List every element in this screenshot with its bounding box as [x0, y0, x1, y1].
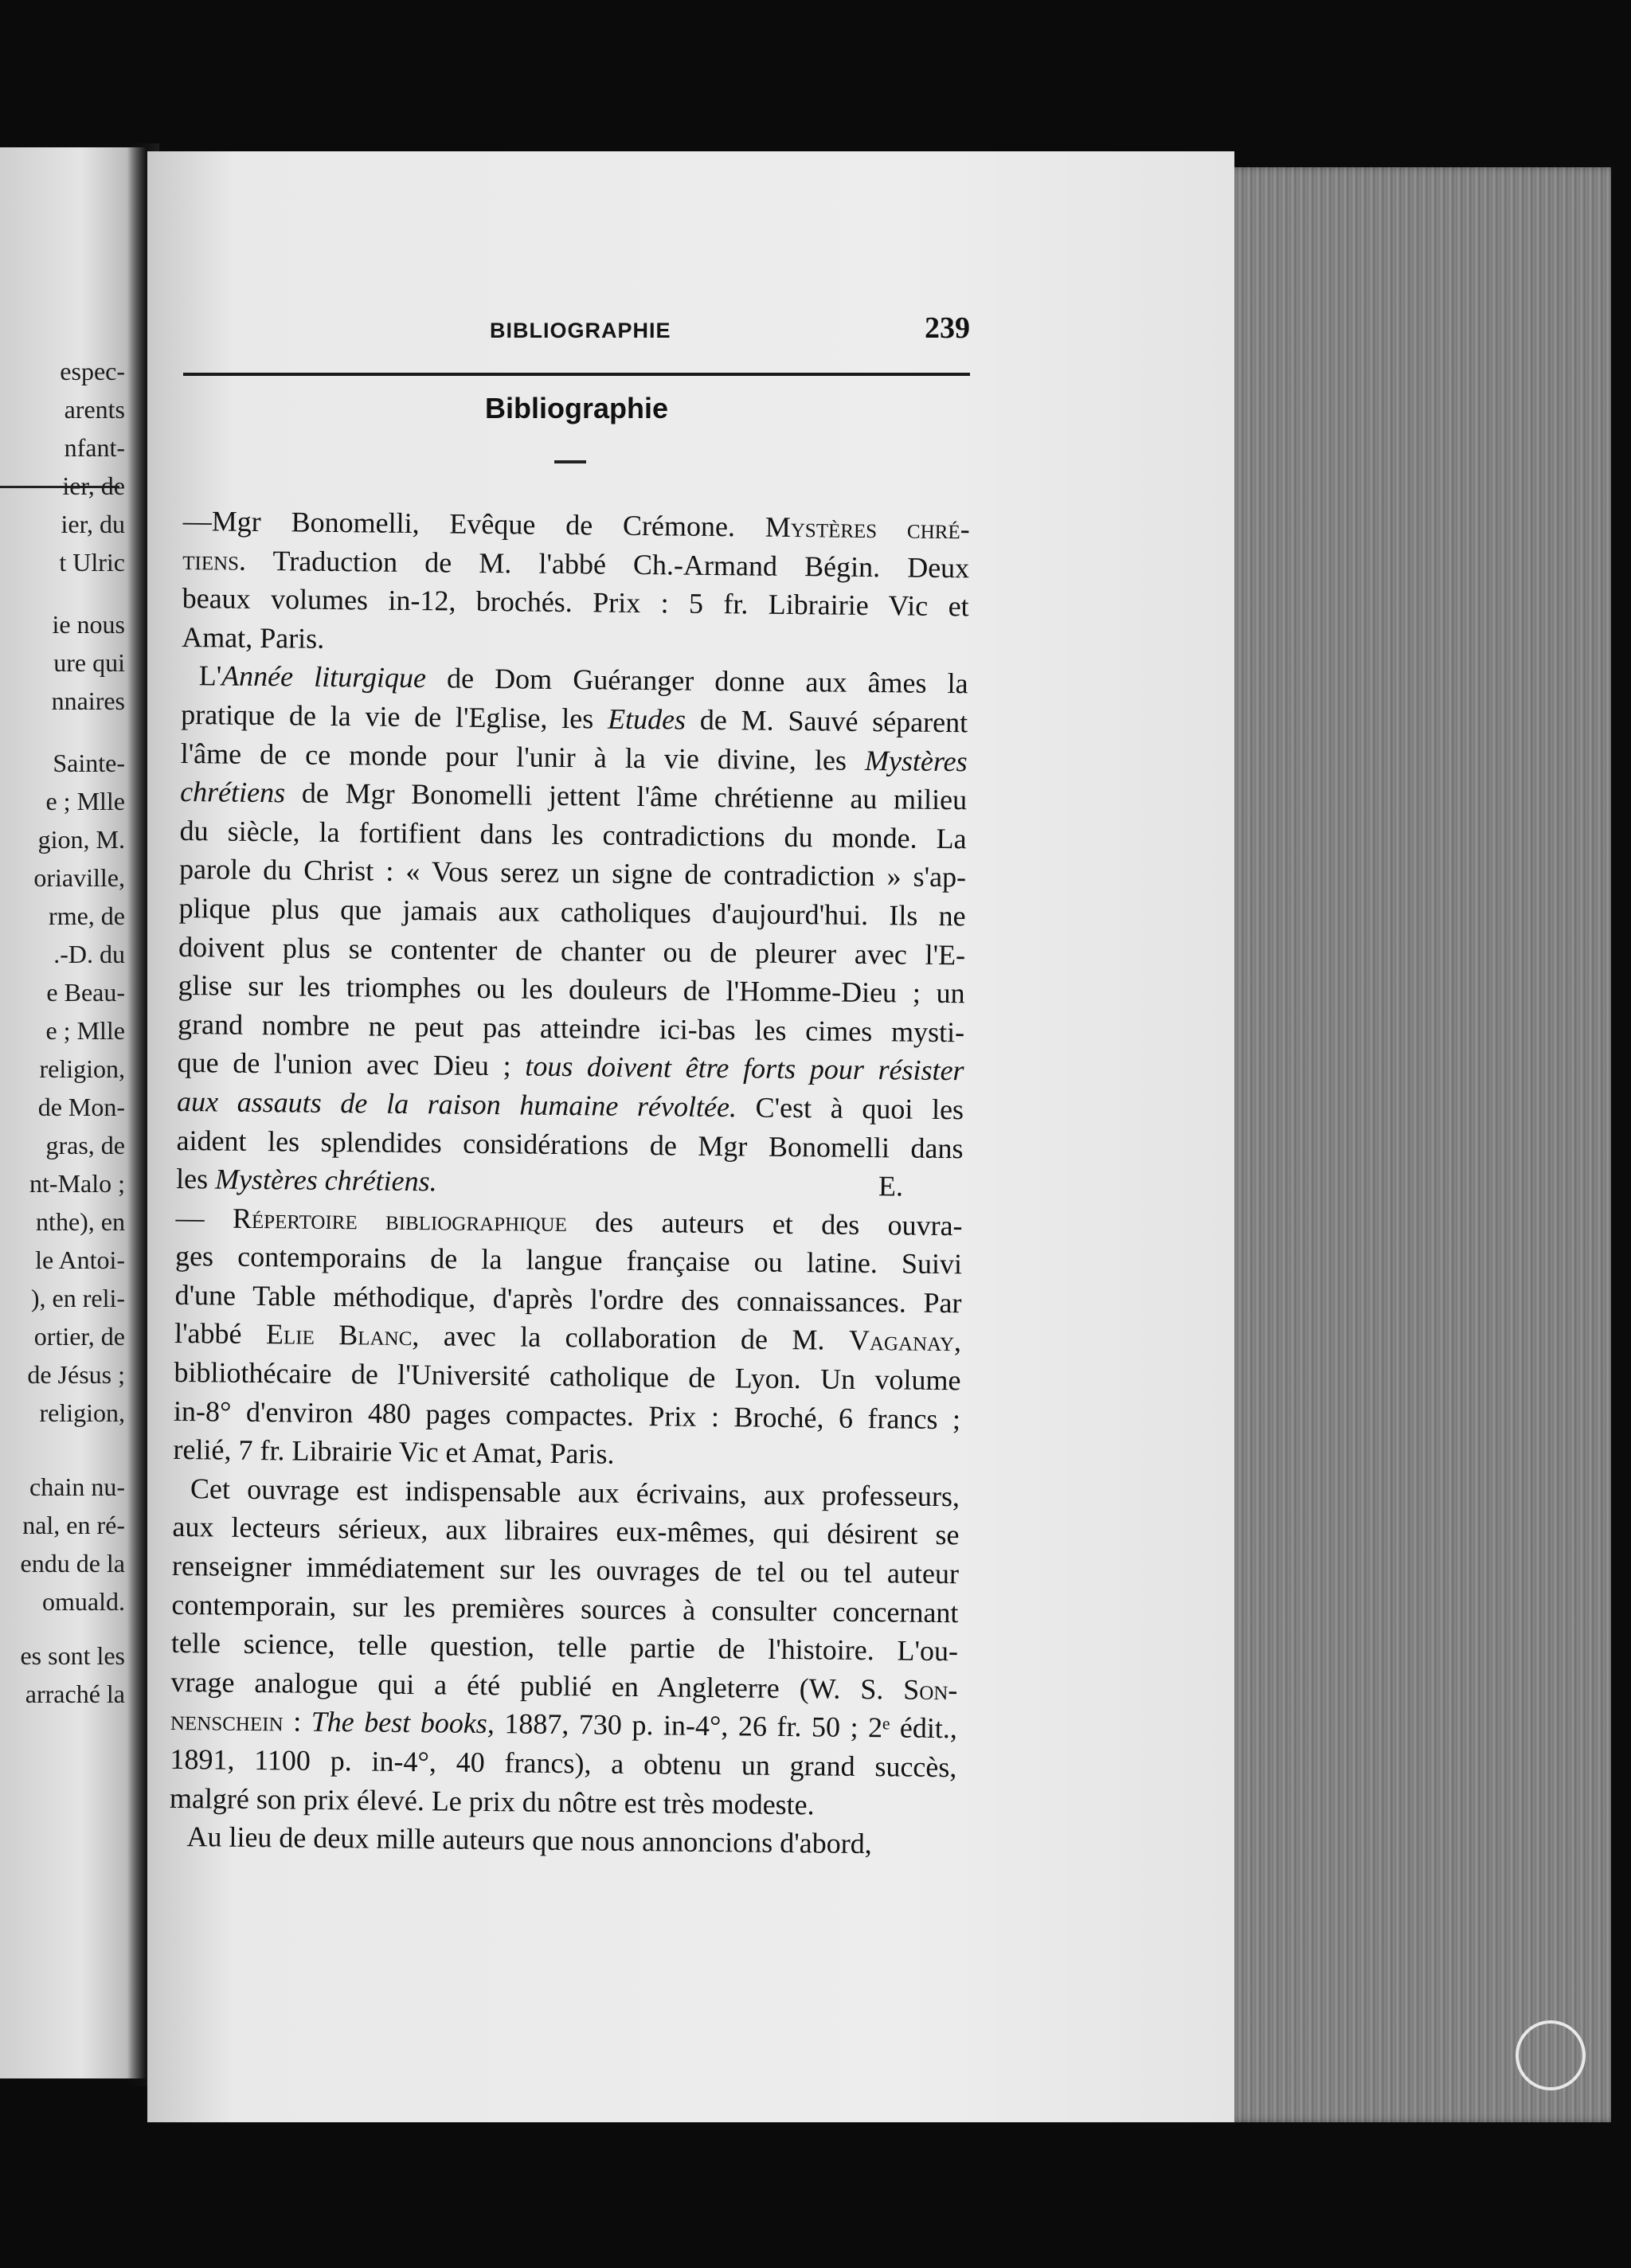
left-page-fragment: e Beau-	[46, 978, 125, 1007]
text-line: — Répertoire bibliographique des auteurs et des ouvra-	[175, 1201, 963, 1242]
text-line: Amat, Paris.	[182, 620, 325, 655]
text-line: vrage analogue qui a été publié en Angleterre (W. S. Son-	[170, 1665, 958, 1707]
left-page-fragment: oriaville,	[33, 863, 125, 892]
left-page-fragment: religion,	[39, 1398, 125, 1427]
left-page-fragment: nal, en ré-	[22, 1511, 125, 1539]
left-page-fragment: es sont les	[20, 1641, 125, 1670]
left-page-fragment: nfant-	[64, 433, 125, 462]
left-page-fragment: ortier, de	[33, 1322, 125, 1351]
text-line: du siècle, la fortifient dans les contradictions du monde. La	[179, 814, 967, 855]
running-title: BIBLIOGRAPHIE	[490, 319, 671, 342]
text-line: —Mgr Bonomelli, Evêque de Crémone. Mystères chré-	[182, 504, 970, 545]
left-page-fragment: espec-	[60, 357, 125, 385]
text-line: 1891, 1100 p. in-4°, 40 francs), a obtenu un grand succès,	[170, 1742, 957, 1784]
text-line: pratique de la vie de l'Eglise, les Etudes de M. Sauvé séparent	[180, 698, 968, 739]
left-page-fragment: le Antoi-	[35, 1245, 125, 1274]
text-line: ges contemporains de la langue française ou latine. Suivi	[174, 1240, 963, 1281]
book-page-edges	[1225, 167, 1611, 2122]
left-page-fragment: endu de la	[20, 1549, 125, 1578]
left-page-fragment: arraché la	[25, 1679, 125, 1708]
text-line: aident les splendides considérations de Mgr Bonomelli dans	[176, 1124, 964, 1164]
left-page-fragment: ier, du	[61, 510, 125, 538]
text-line: d'une Table méthodique, d'après l'ordre des connaissances. Par	[174, 1278, 962, 1320]
left-page-fragment: chain nu-	[29, 1472, 125, 1501]
text-line: in-8° d'environ 480 pages compactes. Prix : Broché, 6 francs ;	[173, 1394, 961, 1435]
page-header	[183, 309, 970, 376]
text-line: les Mystères chrétiens.	[175, 1163, 437, 1198]
text-line: renseigner immédiatement sur les ouvrages de tel ou tel auteur	[171, 1549, 960, 1590]
left-page-fragment: nnaires	[51, 686, 125, 715]
left-page-fragment: ie nous	[52, 610, 125, 639]
text-line: que de l'union avec Dieu ; tous doivent être forts pour résister	[177, 1046, 964, 1087]
left-page-fragment: e ; Mlle	[45, 787, 125, 815]
text-line: glise sur les triomphes ou les douleurs de l'Homme-Dieu ; un	[178, 969, 965, 1010]
left-facing-page	[0, 147, 147, 2078]
left-page-fragment: t Ulric	[59, 548, 125, 577]
left-page-fragment: e ; Mlle	[45, 1016, 125, 1045]
section-title: Bibliographie	[484, 392, 668, 424]
text-line: malgré son prix élevé. Le prix du nôtre est très modeste.	[169, 1781, 815, 1820]
left-page-fragment: gras, de	[45, 1131, 125, 1159]
text-line: beaux volumes in-12, brochés. Prix : 5 fr. Librairie Vic et	[182, 582, 969, 623]
text-line: relié, 7 fr. Librairie Vic et Amat, Paris.	[173, 1433, 615, 1470]
left-page-fragment: arents	[64, 395, 125, 424]
text-line: Cet ouvrage est indispensable aux écrivains, aux professeurs,	[190, 1472, 960, 1513]
text-line: l'abbé Elie Blanc, avec la collaboration de M. Vaganay,	[174, 1317, 962, 1358]
body-text	[169, 502, 970, 1864]
text-line: tiens. Traduction de M. l'abbé Ch.-Armand Bégin. Deux	[182, 543, 970, 584]
text-line: nenschein : The best books, 1887, 730 p. in-4°, 26 fr. 50 ; 2ᵉ édit.,	[170, 1704, 958, 1745]
left-page-fragment: ier, de	[62, 471, 125, 500]
left-page-fragment: nthe), en	[36, 1207, 125, 1236]
text-line: telle science, telle question, telle partie de l'histoire. L'ou-	[170, 1627, 959, 1668]
text-line: L'Année liturgique de Dom Guéranger donne aux âmes la	[198, 659, 968, 700]
text-line: bibliothécaire de l'Université catholique de Lyon. Un volume	[174, 1356, 961, 1397]
left-page-fragment: religion,	[39, 1054, 125, 1083]
text-line: chrétiens de Mgr Bonomelli jettent l'âme chrétienne au milieu	[179, 776, 968, 816]
left-page-fragment: rme, de	[49, 901, 125, 930]
title-dash	[554, 460, 586, 463]
text-line: l'âme de ce monde pour l'unir à la vie divine, les Mystères	[180, 737, 968, 777]
text-line: grand nombre ne peut pas atteindre ici-bas les cimes mysti-	[177, 1007, 965, 1049]
left-page-fragment: .-D. du	[53, 940, 125, 968]
text-line: doivent plus se contenter de chanter ou de pleurer avec l'E-	[178, 930, 966, 971]
left-page-fragment: de Jésus ;	[27, 1360, 125, 1389]
text-line: Au lieu de deux mille auteurs que nous annoncions d'abord,	[186, 1820, 872, 1860]
text-line: aux lecteurs sérieux, aux libraires eux-mêmes, qui désirent se	[172, 1511, 960, 1551]
signature-initial: E.	[878, 1170, 904, 1202]
ring-mark	[1516, 2020, 1586, 2090]
text-line: contemporain, sur les premières sources à consulter concernant	[171, 1588, 959, 1629]
left-page-fragment: de Mon-	[37, 1093, 125, 1121]
text-line: plique plus que jamais aux catholiques d'aujourd'hui. Ils ne	[178, 891, 966, 933]
text-line: parole du Christ : « Vous serez un signe de contradiction » s'ap-	[178, 853, 967, 894]
left-page-fragment: nt-Malo ;	[29, 1169, 125, 1198]
text-line: aux assauts de la raison humaine révoltée. C'est à quoi les	[176, 1085, 964, 1126]
left-page-fragment: Sainte-	[53, 749, 125, 777]
left-page-fragment: ), en reli-	[30, 1284, 125, 1312]
left-page-fragment: gion, M.	[37, 825, 125, 854]
left-page-fragment: ure qui	[53, 648, 125, 677]
left-page-fragment: omuald.	[42, 1587, 125, 1616]
page-number: 239	[925, 311, 970, 345]
